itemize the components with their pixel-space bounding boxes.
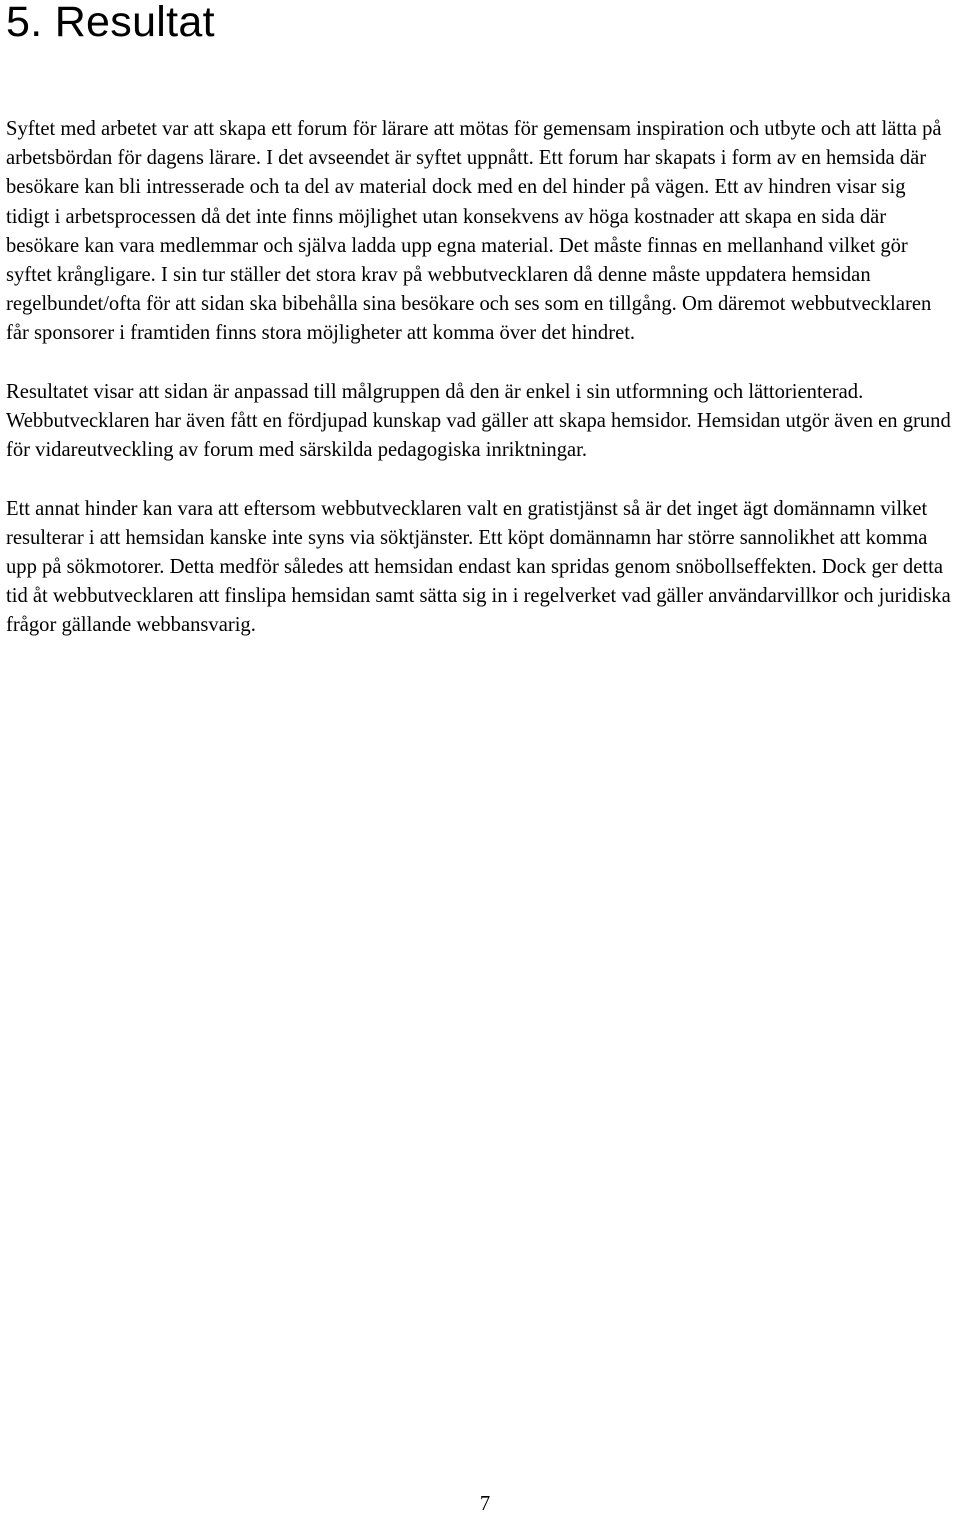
paragraph-2: Resultatet visar att sidan är anpassad till målgruppen då den är enkel i sin utformning och lättorienterad. Webbutvecklaren har även fått en fördjupad kunskap vad gäller att skapa hemsidor. Hemsidan utgör även en grund för vidareutveckling av forum med särskilda pedagogiska inriktningar.	[6, 380, 951, 462]
body-text	[6, 115, 954, 670]
paragraph-3: Ett annat hinder kan vara att eftersom webbutvecklaren valt en gratistjänst så är det inget ägt domännamn vilket resulterar i att hemsidan kanske inte syns via söktjänster. Ett köpt domännamn har större sannolikhet att komma upp på sökmotorer. Detta medför således att hemsidan endast kan spridas genom snöbollseffekten. Dock ger detta tid åt webbutvecklaren att finslipa hemsidan samt sätta sig in i regelverket vad gäller användarvillkor och juridiska frågor gällande webbansvarig.	[6, 497, 951, 637]
section-heading: 5. Resultat	[6, 0, 215, 46]
paragraph-1: Syftet med arbetet var att skapa ett forum för lärare att mötas för gemensam inspiration och utbyte och att lätta på arbetsbördan för dagens lärare. I det avseendet är syftet uppnått. Ett forum har skapats i form av en hemsida där besökare kan bli intresserade och ta del av material dock med en del hinder på vägen. Ett av hindren visar sig tidigt i arbetsprocessen då det inte finns möjlighet utan konsekvens av höga kostnader att skapa en sida där besökare kan vara medlemmar och själva ladda upp egna material. Det måste finnas en mellanhand vilket gör syftet krångligare. I sin tur ställer det stora krav på webbutvecklaren då denne måste uppdatera hemsidan regelbundet/ofta för att sidan ska bibehålla sina besökare och ses som en tillgång. Om däremot webbutvecklaren får sponsorer i framtiden finns stora möjligheter att komma över det hindret.	[6, 118, 942, 345]
page-number: 7	[479, 1493, 491, 1515]
